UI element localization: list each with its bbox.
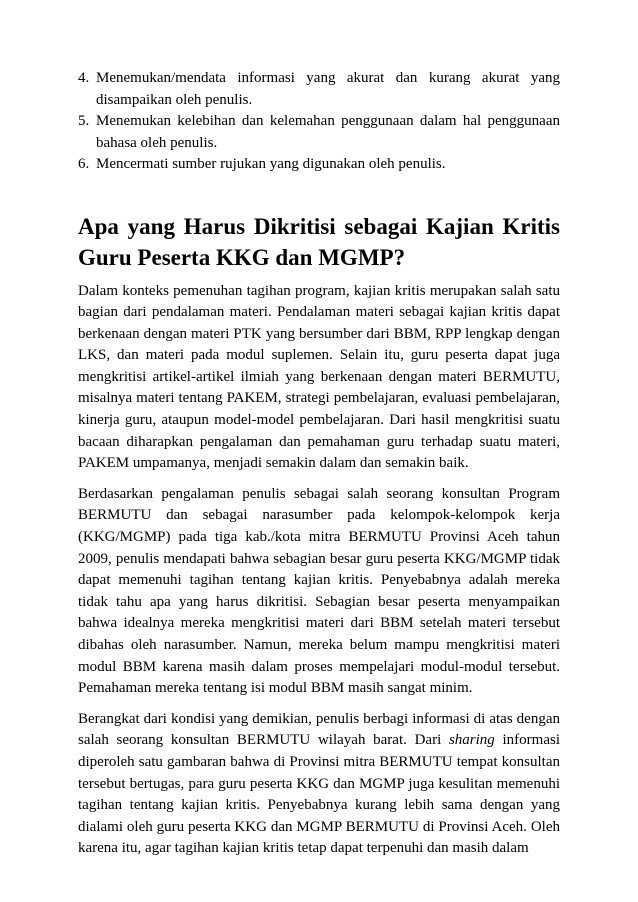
paragraph-3-italic-term: sharing	[448, 732, 495, 749]
list-item-number: 4.	[78, 70, 90, 86]
section-heading: Apa yang Harus Dikritisi sebagai Kajian Kritis Guru Peserta KKG dan MGMP?	[78, 213, 560, 270]
numbered-list	[78, 68, 560, 176]
paragraph-3-text-start: Berangkat dari kondisi yang demikian, penulis berbagi informasi di atas dengan salah seorang konsultan BERMUTU wilayah barat. Dari	[78, 710, 560, 749]
list-item	[78, 68, 560, 111]
list-item-number: 6.	[78, 156, 90, 172]
paragraph-3-text-end: informasi diperoleh satu gambaran bahwa di Provinsi mitra BERMUTU tempat konsultan tersebut bertugas, para guru peserta KKG dan MGMP juga kesulitan memenuhi tagihan tentang kajian kritis. Penyebabnya kurang lebih sama dengan yang dialami oleh guru peserta KKG dan MGMP BERMUTU di Provinsi Aceh. Oleh karena itu, agar tagihan kajian kritis tetap dapat terpenuhi dan masih dalam	[78, 732, 560, 857]
list-item-text: Menemukan/mendata informasi yang akurat dan kurang akurat yang disampaikan oleh penulis.	[96, 70, 560, 108]
paragraph-1: Dalam konteks pemenuhan tagihan program, kajian kritis merupakan salah satu bagian dari pendalaman materi. Pendalaman materi sebagai kajian kritis dapat berkenaan dengan materi PTK yang bersumber dari BBM, RPP lengkap dengan LKS, dan materi pada modul suplemen. Selain itu, guru peserta dapat juga mengkritisi artikel-artikel ilmiah yang berkenaan dengan materi BERMUTU, misalnya materi tentang PAKEM, strategi pembelajaran, evaluasi pembelajaran, kinerja guru, ataupun model-model pembelajaran. Dari hasil mengkritisi suatu bacaan diharapkan pengalaman dan pemahaman guru terhadap suatu materi, PAKEM umpamanya, menjadi semakin dalam dan semakin baik.	[78, 282, 560, 472]
list-item-number: 5.	[78, 113, 90, 129]
list-item-text: Mencermati sumber rujukan yang digunakan oleh penulis.	[96, 156, 446, 172]
paragraph-3	[78, 709, 560, 860]
list-item	[78, 111, 560, 154]
list-item-text: Menemukan kelebihan dan kelemahan penggunaan dalam hal penggunaan bahasa oleh penulis.	[96, 113, 560, 151]
paragraph-2: Berdasarkan pengalaman penulis sebagai salah seorang konsultan Program BERMUTU dan sebagai narasumber pada kelompok-kelompok kerja (KKG/MGMP) pada tiga kab./kota mitra BERMUTU Provinsi Aceh tahun 2009, penulis mendapati bahwa sebagian besar guru peserta KKG/MGMP tidak dapat memenuhi tagihan tentang kajian kritis. Penyebabnya adalah mereka tidak tahu apa yang harus dikritisi. Sebagian besar peserta menyampaikan bahwa idealnya mereka mengkritisi materi dari BBM setelah materi tersebut dibahas oleh narasumber. Namun, mereka belum mampu mengkritisi materi modul BBM karena masih dalam proses mempelajari modul-modul tersebut. Pemahaman mereka tentang isi modul BBM masih sangat minim.	[78, 485, 560, 697]
document-page	[78, 68, 560, 860]
list-item	[78, 154, 560, 176]
